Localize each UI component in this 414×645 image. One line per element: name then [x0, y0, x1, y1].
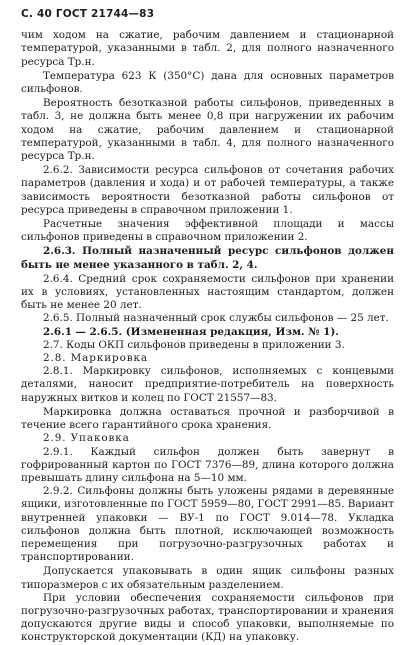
section-heading: 2.8. Маркировка: [43, 352, 148, 365]
paragraph: 2.6.4. Средний срок сохраняемости сильфонов при хранении их в условиях, установленных настоящим стандартом, должен быть не менее 20 лет.: [21, 272, 394, 312]
paragraph: 2.7. Коды ОКП сильфонов приведены в приложении 3.: [43, 338, 345, 351]
paragraph: При условии обеспечения сохраняемости сильфонов при погрузочно-разгрузочных работах, транспортировании и хранения допускаются другие виды и способ упаковки, выполняемые по конструкторской документации (КД) на упаковку.: [21, 591, 394, 644]
paragraph: Температура 623 К (350°С) дана для основных параметров сильфонов.: [21, 69, 394, 96]
paragraph: Расчетные значения эффективной площади и массы сильфонов приведены в справочном приложении 2.: [21, 218, 394, 244]
paragraph: 2.6.2. Зависимости ресурса сильфонов от сочетания рабочих параметров (давления и хода) и от рабочей температуры, а также зависимость вероятности безотказной работы сильфонов от ресурса приведены в справочном приложении 1.: [21, 164, 394, 216]
amendment-note: 2.6.1 — 2.6.5. (Измененная редакция, Изм. № 1).: [43, 325, 339, 338]
paragraph: Маркировка должна оставаться прочной и разборчивой в течение всего гарантийного срока хранения.: [21, 405, 394, 432]
paragraph: 2.9.1. Каждый сильфон должен быть завернут в гофрированный картон по ГОСТ 7376—89, длина которого должна превышать длину сильфона на 5—10 мм.: [21, 445, 394, 484]
paragraph: 2.9.2. Сильфоны должны быть уложены рядами в деревянные ящики, изготовленные по ГОСТ 5959—80, ГОСТ 2991—85. Вариант внутренней упаковки — ВУ-1 по ГОСТ 9.014—78. Укладка сильфонов должна быть плотной, исключающей возможность перемещения при погрузочно-разгрузочных работах и транспортировании.: [21, 485, 394, 564]
paragraph: 2.6.5. Полный назначенный срок службы сильфонов — 25 лет.: [43, 312, 389, 325]
section-heading: 2.9. Упаковка: [43, 432, 130, 445]
page-header: [21, 8, 394, 21]
paragraph: 2.6.3. Полный назначенный ресурс сильфонов должен быть не менее указанного в табл. 2, 4.: [21, 245, 394, 271]
paragraph: Вероятность безотказной работы сильфонов, приведенных в табл. 3, не должна быть менее 0,8 при нагружении их рабочим ходом на сжатие, рабочим давлением и стационарной температурой, указанными в табл. 4, для полного назначенного ресурса Tр.н.: [21, 97, 394, 163]
paragraph: 2.8.1. Маркировку сильфонов, исполняемых с концевыми деталями, наносит предприятие-потребитель на поверхность наружных витков и колец по ГОСТ 21557—83.: [21, 365, 394, 404]
paragraph: Допускается упаковывать в один ящик сильфоны разных типоразмеров с их обязательным разделением.: [21, 565, 394, 591]
paragraph: чим ходом на сжатие, рабочим давлением и стационарной температурой, указанными в табл. 2, для полного назначенного ресурса Tр.н.: [21, 29, 394, 68]
page-ref: С. 40 ГОСТ 21744—83: [21, 8, 155, 20]
